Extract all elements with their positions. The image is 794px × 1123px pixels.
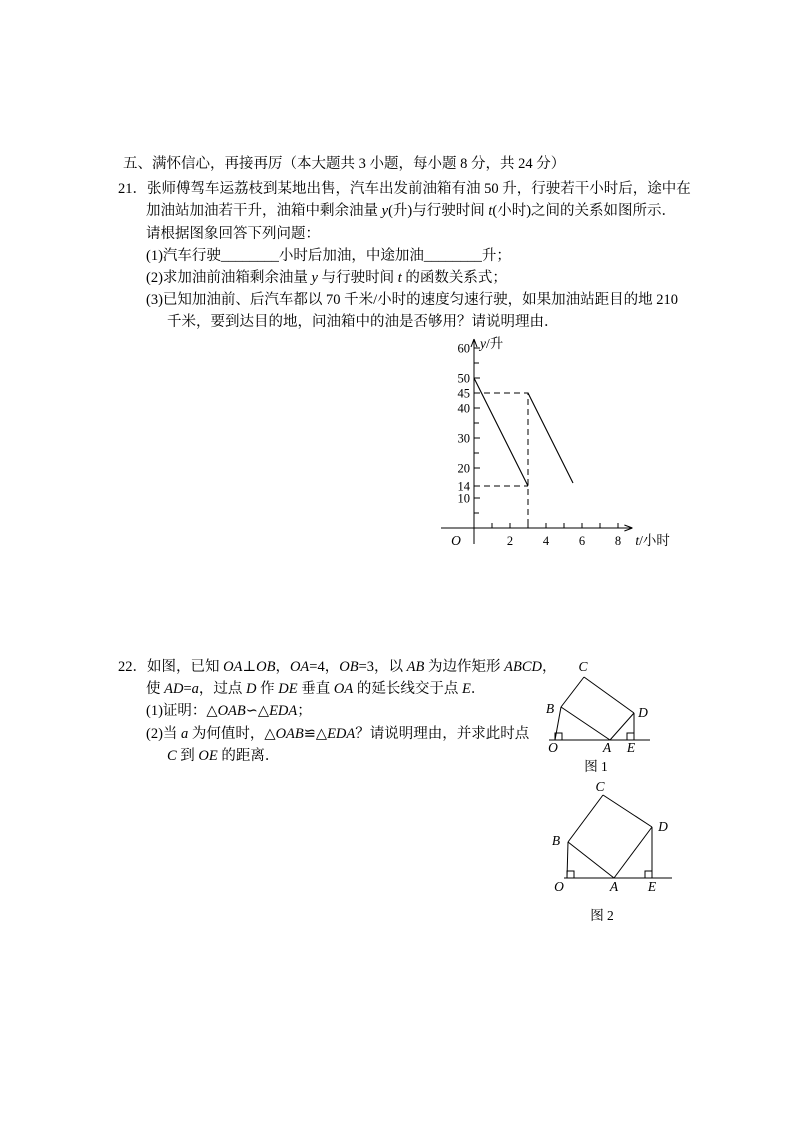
vertex-label-B: B (545, 701, 555, 716)
fuel-line (474, 378, 528, 486)
origin-label: O (451, 533, 461, 548)
figure-2-svg (538, 780, 688, 922)
figure-1-svg (543, 650, 673, 778)
vertex-label-A: A (602, 740, 612, 755)
dashed-guide (474, 393, 528, 528)
vertex-label-O: O (548, 740, 558, 755)
right-angle-mark (627, 733, 634, 740)
q22-part-2: (2)当 a 为何值时，△OAB≌△EDA？请说明理由，并求此时点 (146, 725, 530, 742)
figure-segment (614, 827, 652, 878)
x-tick-label: 4 (542, 534, 550, 548)
figure-caption: 图 1 (584, 759, 608, 774)
q22-part-1: (1)证明：△OAB∽△EDA； (146, 703, 312, 720)
right-angle-mark (645, 871, 652, 878)
y-tick-label: 30 (457, 431, 470, 446)
fuel-line (528, 393, 573, 483)
q22-part-2-cont: C 到 OE 的距离． (167, 747, 280, 764)
y-tick-label: 40 (457, 401, 470, 416)
y-tick-label: 14 (457, 479, 470, 494)
right-angle-mark (567, 871, 574, 878)
vertex-label-D: D (638, 705, 648, 720)
question-22-block (118, 656, 556, 767)
figure-segment (568, 842, 614, 878)
x-tick-label: 6 (578, 534, 586, 548)
vertex-label-D: D (658, 819, 668, 834)
x-tick-label: 2 (506, 534, 514, 548)
figure-segment (555, 707, 561, 740)
y-tick-label: 10 (457, 491, 470, 506)
y-tick-label: 20 (457, 461, 470, 476)
x-tick-label: 8 (614, 534, 622, 548)
vertex-label-C: C (595, 780, 605, 794)
y-tick-label: 60 (457, 341, 470, 356)
q22-line-2: 使 AD=a，过点 D 作 DE 垂直 OA 的延长线交于点 E． (146, 681, 486, 698)
figure-segment (561, 707, 610, 740)
q21-line-1: 21．张师傅驾车运荔枝到某地出售，汽车出发前油箱有油 50 升，行驶若干小时后，途中在 (118, 181, 691, 198)
q21-line-3: 请根据图象回答下列问题： (146, 225, 320, 242)
figure-segment (561, 677, 584, 707)
y-tick-label: 45 (457, 386, 470, 401)
y-axis-title: y/升 (480, 336, 504, 351)
figure-segment (584, 677, 634, 713)
q22-line-1: 22．如图，已知 OA⊥OB，OA=4，OB=3，以 AB 为边作矩形 ABCD， (118, 659, 557, 675)
x-axis-title: t/小时 (635, 533, 670, 548)
q21-line-2: 加油站加油若干升，油箱中剩余油量 y(升)与行驶时间 t(小时)之间的关系如图所示． (146, 203, 677, 220)
y-tick-label: 50 (457, 371, 470, 386)
vertex-label-E: E (647, 879, 657, 894)
vertex-label-B: B (551, 833, 561, 848)
vertex-label-A: A (609, 879, 619, 894)
figure-segment (568, 795, 603, 842)
figure-2 (538, 780, 688, 922)
fuel-chart-svg (435, 333, 705, 563)
vertex-label-E: E (626, 740, 636, 755)
section-header: 五、满怀信心，再接再厉（本大题共 3 小题，每小题 8 分，共 24 分） (123, 156, 566, 172)
question-21-block (118, 153, 691, 334)
vertex-label-O: O (554, 879, 564, 894)
figure-segment (610, 713, 634, 740)
figure-segment (603, 795, 652, 827)
q21-part-3: (3)已知加油前、后汽车都以 70 千米/小时的速度匀速行驶，如果加油站距目的地 210 (146, 292, 679, 309)
q21-part-1: (1)汽车行驶________小时后加油，中途加油________升； (146, 247, 511, 264)
fuel-chart (435, 333, 705, 563)
q21-part-2: (2)求加油前油箱剩余油量 y 与行驶时间 t 的函数关系式； (146, 269, 507, 286)
vertex-label-C: C (578, 659, 588, 674)
figure-1 (543, 650, 673, 778)
figure-caption: 图 2 (590, 908, 614, 922)
q21-part-3-cont: 千米，要到达目的地，问油箱中的油是否够用？请说明理由． (167, 314, 559, 331)
